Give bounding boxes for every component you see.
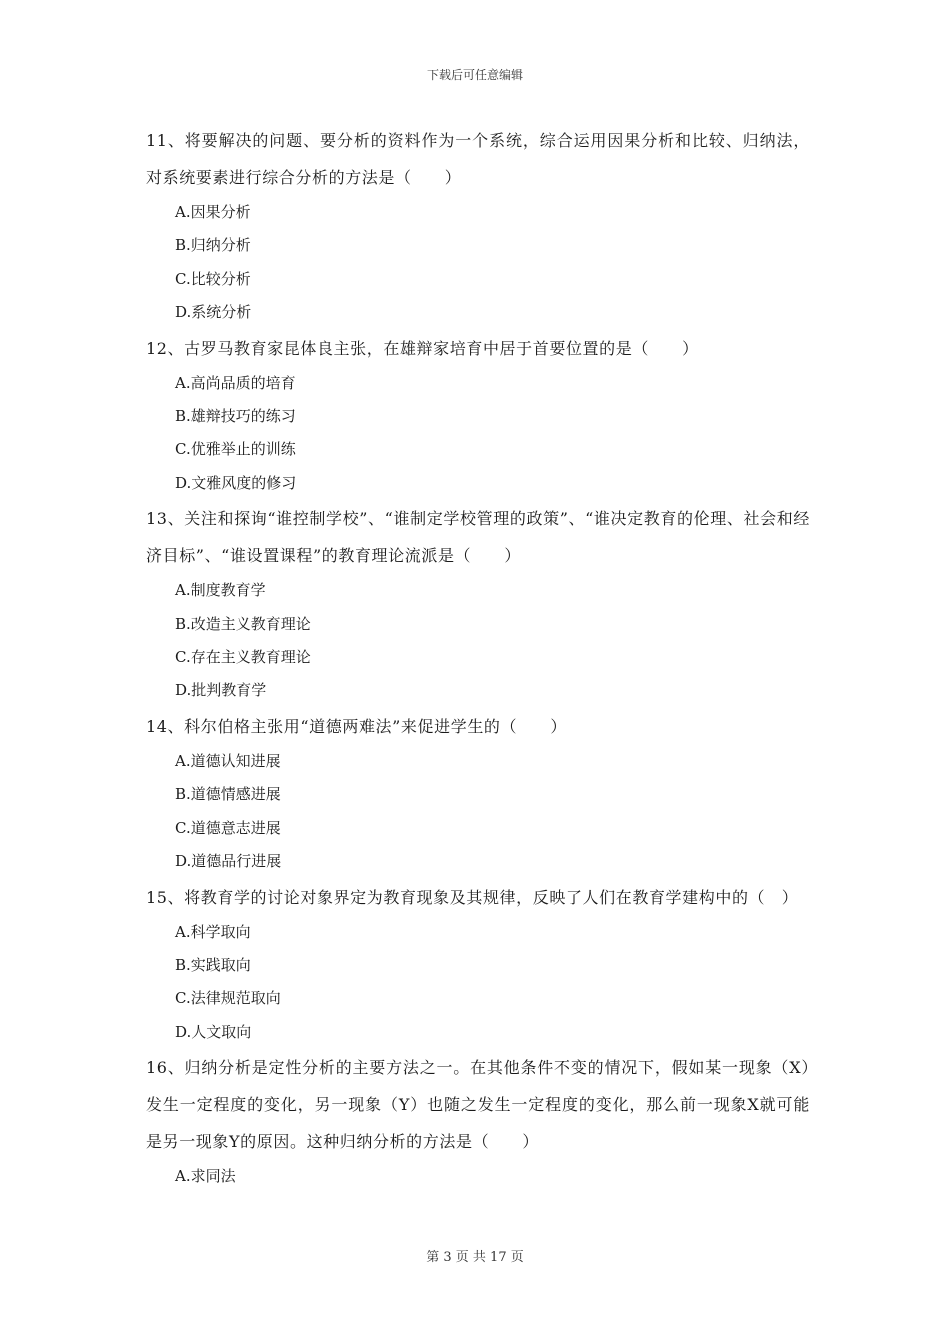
option-d: D.批判教育学 bbox=[175, 681, 267, 700]
option-d: D.文雅风度的修习 bbox=[175, 473, 297, 492]
question-16 bbox=[146, 1049, 810, 1193]
option-a: A.道德认知进展 bbox=[175, 751, 281, 770]
page-footer: 第 3 页 共 17 页 bbox=[426, 1250, 524, 1265]
option-list bbox=[146, 196, 810, 330]
option-list bbox=[146, 916, 810, 1050]
question-14 bbox=[146, 708, 810, 879]
question-stem: 14、科尔伯格主张用“道德两难法”来促进学生的（ ） bbox=[146, 716, 567, 736]
option-a: A.科学取向 bbox=[175, 922, 251, 941]
option-c: C.法律规范取向 bbox=[175, 989, 281, 1008]
option-b: B.改造主义教育理论 bbox=[175, 614, 311, 633]
question-stem: 12、古罗马教育家昆体良主张，在雄辩家培育中居于首要位置的是（ ） bbox=[146, 338, 699, 358]
option-d: D.道德品行进展 bbox=[175, 852, 282, 871]
option-a: A.高尚品质的培育 bbox=[175, 373, 296, 392]
option-c: C.道德意志进展 bbox=[175, 818, 281, 837]
page-header: 下载后可任意编辑 bbox=[426, 68, 523, 82]
option-a: A.制度教育学 bbox=[175, 581, 266, 600]
question-stem: 16、归纳分析是定性分析的主要方法之一。在其他条件不变的情况下，假如某一现象（X）发生一定程度的变化，另一现象（Y）也随之发生一定程度的变化，那么前一现象X就可能是另一现象Y的原因。这种归纳分析的方法是（ ） bbox=[146, 1058, 810, 1152]
question-stem: 15、将教育学的讨论对象界定为教育现象及其规律，反映了人们在教育学建构中的（ ） bbox=[146, 887, 799, 907]
option-list bbox=[146, 574, 810, 708]
option-c: C.优雅举止的训练 bbox=[175, 440, 296, 459]
option-b: B.雄辩技巧的练习 bbox=[175, 407, 296, 426]
option-list bbox=[146, 745, 810, 879]
option-list bbox=[146, 367, 810, 501]
question-15 bbox=[146, 879, 810, 1050]
option-b: B.归纳分析 bbox=[175, 236, 251, 255]
option-d: D.人文取向 bbox=[175, 1022, 252, 1041]
option-c: C.比较分析 bbox=[175, 269, 251, 288]
option-c: C.存在主义教育理论 bbox=[175, 648, 311, 667]
option-list bbox=[146, 1160, 810, 1193]
question-11 bbox=[146, 122, 810, 330]
question-13 bbox=[146, 500, 810, 708]
option-a: A.因果分析 bbox=[175, 203, 251, 221]
option-d: D.系统分析 bbox=[175, 303, 252, 322]
option-b: B.道德情感进展 bbox=[175, 785, 281, 804]
option-b: B.实践取向 bbox=[175, 955, 251, 974]
question-list bbox=[146, 122, 810, 1194]
question-stem: 13、关注和探询“谁控制学校”、“谁制定学校管理的政策”、“谁决定教育的伦理、社会和经济目标”、“谁设置课程”的教育理论流派是（ ） bbox=[146, 509, 810, 566]
question-stem: 11、将要解决的问题、要分析的资料作为一个系统，综合运用因果分析和比较、归纳法，对系统要素进行综合分析的方法是（ ） bbox=[146, 131, 810, 187]
option-a: A.求同法 bbox=[175, 1167, 236, 1186]
question-12 bbox=[146, 330, 810, 501]
